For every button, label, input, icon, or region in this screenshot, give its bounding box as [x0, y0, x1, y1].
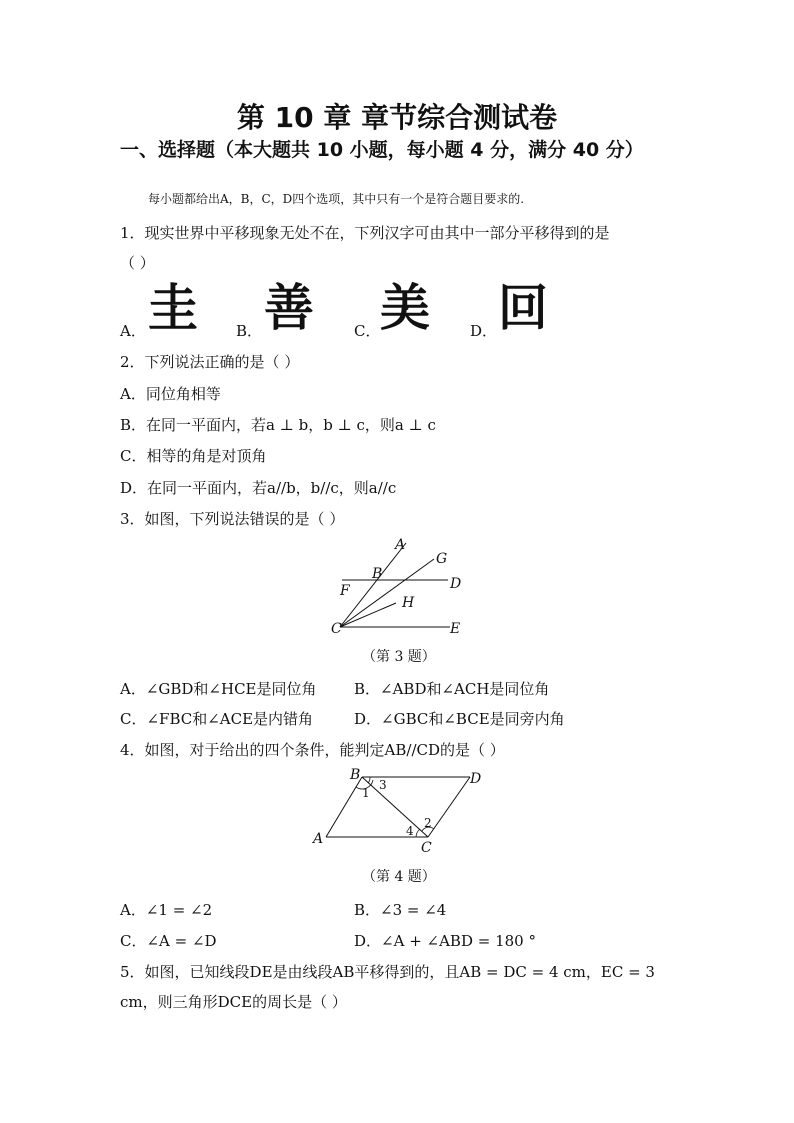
q3-label-f: F [340, 583, 350, 599]
line-ca [340, 543, 406, 627]
q4-figure [310, 765, 490, 855]
q1-option-b-letter: B． [236, 322, 263, 340]
q3-option-d: D．∠GBC和∠BCE是同旁内角 [354, 710, 565, 728]
q4-label-a: A [313, 831, 324, 847]
q3-caption: （第 3 题） [362, 649, 436, 665]
question-4-stem: 4．如图，对于给出的四个条件，能判定AB//CD的是（ ） [120, 741, 505, 759]
q1-option-c-letter: C． [354, 322, 381, 340]
q3-label-e: E [450, 621, 461, 637]
q3-option-a: A．∠GBD和∠HCE是同位角 [120, 680, 317, 698]
q4-label-b: B [350, 767, 361, 783]
angle-3-arc [368, 777, 370, 783]
q3-label-b: B [372, 566, 383, 582]
q4-caption: （第 4 题） [362, 869, 436, 885]
q4-option-b: B．∠3 = ∠4 [354, 901, 447, 919]
q1-option-b-char: 善 [264, 279, 314, 337]
q2-option-c: C．相等的角是对顶角 [120, 447, 267, 465]
q4-label-d: D [470, 771, 482, 787]
q4-option-c: C．∠A = ∠D [120, 932, 217, 950]
q3-option-b: B．∠ABD和∠ACH是同位角 [354, 680, 550, 698]
question-1-bracket: （ ） [120, 254, 155, 272]
section-heading: 一、选择题（本大题共 10 小题，每小题 4 分，满分 40 分） [120, 139, 644, 161]
question-3-stem: 3．如图，下列说法错误的是（ ） [120, 510, 345, 528]
q1-option-d-letter: D． [470, 322, 498, 340]
q1-option-a-char: 圭 [148, 279, 198, 337]
q2-option-d: D．在同一平面内，若a//b，b//c，则a//c [120, 479, 397, 497]
section-note: 每小题都给出A，B，C，D四个选项，其中只有一个是符合题目要求的. [148, 192, 525, 206]
q4-option-d: D．∠A + ∠ABD = 180 ° [354, 932, 536, 950]
page-title: 第 10 章 章节综合测试卷 [236, 101, 558, 134]
q1-option-d-char: 回 [498, 279, 548, 337]
segment-bc [362, 777, 428, 837]
q4-option-a: A．∠1 = ∠2 [120, 901, 213, 919]
q3-label-d: D [450, 576, 462, 592]
q2-option-a: A．同位角相等 [120, 385, 221, 403]
angle-4-arc [416, 829, 420, 837]
q3-label-g: G [436, 551, 448, 567]
q4-label-2: 2 [424, 816, 432, 830]
q1-option-c-char: 美 [380, 279, 430, 337]
segment-cd [428, 777, 470, 837]
question-5-line-1: 5．如图，已知线段DE是由线段AB平移得到的，且AB = DC = 4 cm，EC = 3 [120, 963, 655, 981]
question-5-line-2: cm，则三角形DCE的周长是（ ） [120, 993, 347, 1011]
q4-label-c: C [421, 840, 432, 855]
line-cg [340, 559, 434, 627]
q2-option-b: B．在同一平面内，若a ⊥ b，b ⊥ c，则a ⊥ c [120, 416, 436, 434]
segment-ab [326, 777, 362, 837]
q3-label-c: C [331, 621, 342, 637]
q4-label-4: 4 [406, 824, 414, 838]
q4-label-1: 1 [362, 786, 370, 800]
question-2-stem: 2．下列说法正确的是（ ） [120, 353, 300, 371]
q3-option-c: C．∠FBC和∠ACE是内错角 [120, 710, 314, 728]
q4-label-3: 3 [379, 778, 387, 792]
q1-option-a-letter: A． [120, 322, 146, 340]
question-1-stem: 1．现实世界中平移现象无处不在，下列汉字可由其中一部分平移得到的是 [120, 224, 610, 242]
q3-label-h: H [402, 595, 415, 611]
q3-label-a: A [395, 537, 406, 553]
q3-figure [330, 535, 470, 640]
